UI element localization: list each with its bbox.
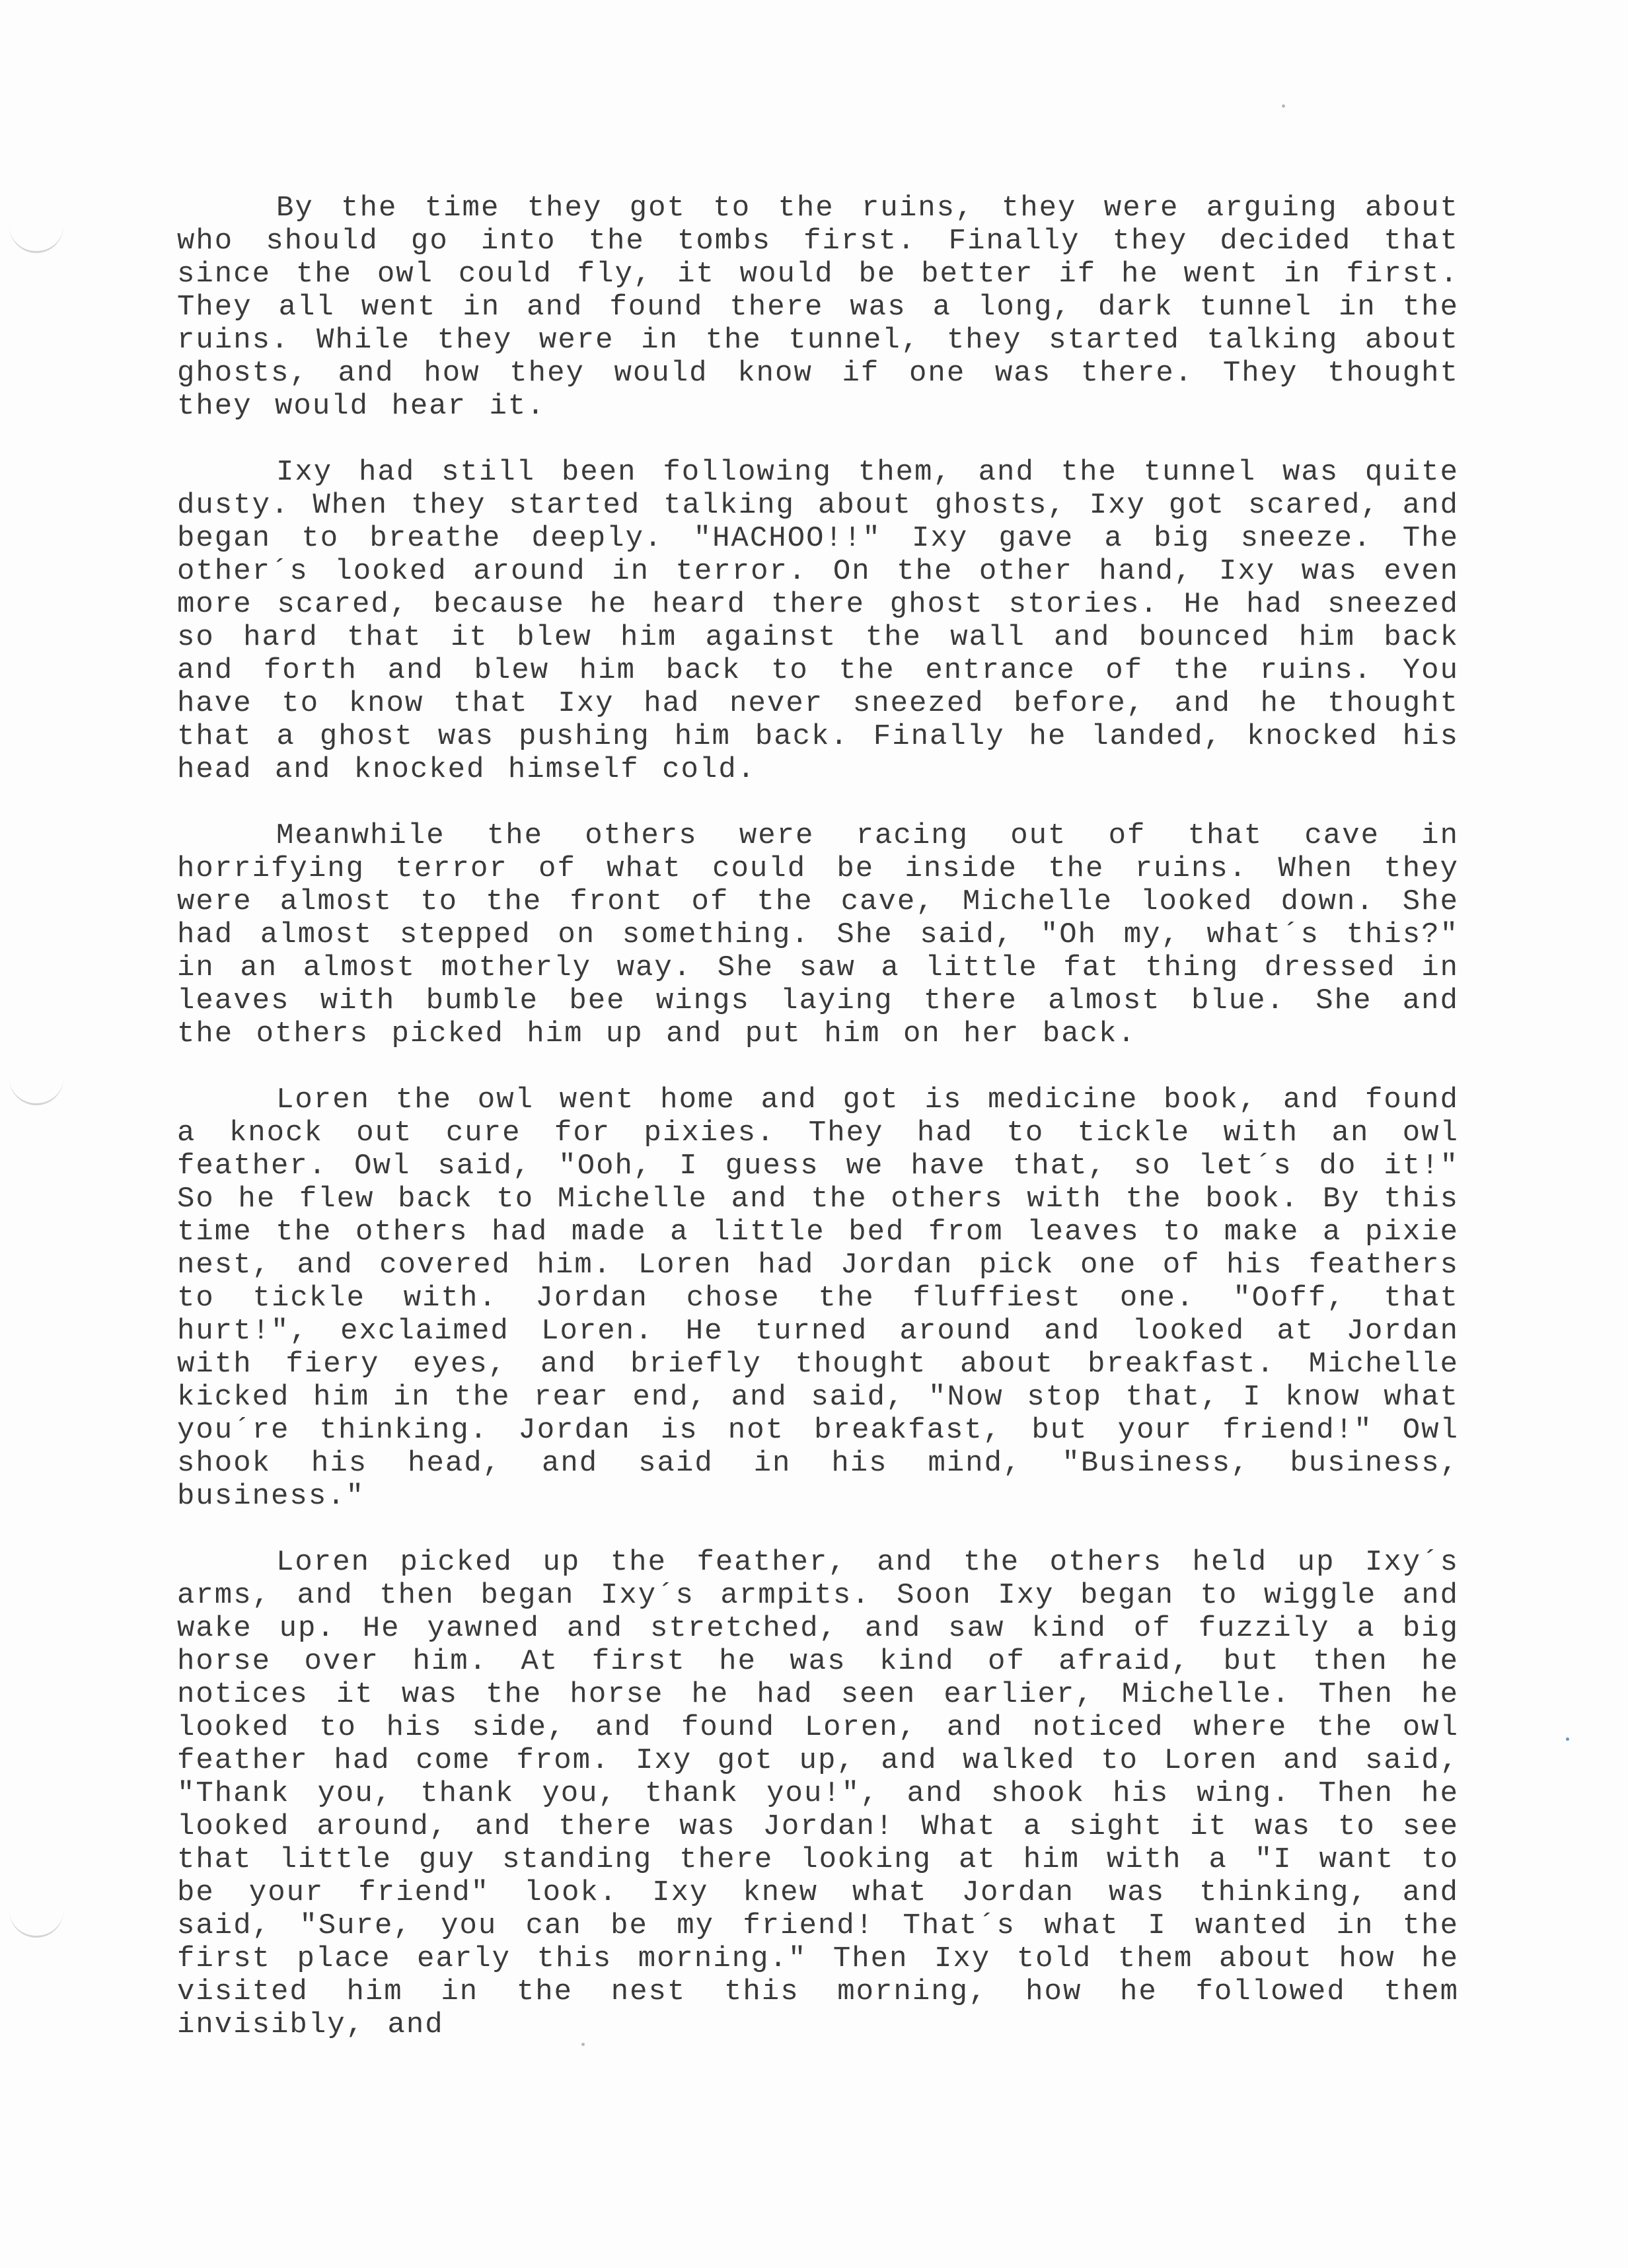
paragraph: By the time they got to the ruins, they were arguing about who should go into the tombs first. Finally they decided that since the owl could fly, it would be better if he went in first. They all went in and found there was a long, dark tunnel in the ruins. While they were in the tunnel, they started talking about ghosts, and how they would know if one was there. They thought they would hear it. <box>177 192 1459 423</box>
binder-hole-mark <box>9 1070 63 1105</box>
paragraph: Loren picked up the feather, and the others held up Ixy´s arms, and then began Ixy´s armpits. Soon Ixy began to wiggle and wake up. He yawned and stretched, and saw kind of fuzzily a big horse over him. At first he was kind of afraid, but then he notices it was the horse he had seen earlier, Michelle. Then he looked to his side, and found Loren, and noticed where the owl feather had come from. Ixy got up, and walked to Loren and said, "Thank you, thank you, thank you!", and shook his wing. Then he looked around, and there was Jordan! What a sight it was to see that little guy standing there looking at him with a "I want to be your friend" look. Ixy knew what Jordan was thinking, and said, "Sure, you can be my friend! That´s what I wanted in the first place early this morning." Then Ixy told them about how he visited him in the nest this morning, how he followed them invisibly, and <box>177 1546 1459 2041</box>
binder-hole-mark <box>9 218 63 253</box>
paragraph: Loren the owl went home and got is medicine book, and found a knock out cure for pixies. They had to tickle with an owl feather. Owl said, "Ooh, I guess we have that, so let´s do it!" So he flew back to Michelle and the others with the book. By this time the others had made a little bed from leaves to make a pixie nest, and covered him. Loren had Jordan pick one of his feathers to tickle with. Jordan chose the fluffiest one. "Ooff, that hurt!", exclaimed Loren. He turned around and looked at Jordan with fiery eyes, and briefly thought about breakfast. Michelle kicked him in the rear end, and said, "Now stop that, I know what you´re thinking. Jordan is not breakfast, but your friend!" Owl shook his head, and said in his mind, "Business, business, business." <box>177 1083 1459 1513</box>
story-text <box>177 192 1459 2041</box>
ink-speck <box>1566 1738 1569 1741</box>
paragraph: Meanwhile the others were racing out of that cave in horrifying terror of what could be inside the ruins. When they were almost to the front of the cave, Michelle looked down. She had almost stepped on something. She said, "Oh my, what´s this?" in an almost motherly way. She saw a little fat thing dressed in leaves with bumble bee wings laying there almost blue. She and the others picked him up and put him on her back. <box>177 819 1459 1050</box>
paper-speck <box>581 2043 585 2046</box>
binder-hole-mark <box>9 1903 63 1938</box>
paper-speck <box>1282 104 1285 108</box>
paragraph: Ixy had still been following them, and the tunnel was quite dusty. When they started talking about ghosts, Ixy got scared, and began to breathe deeply. "HACHOO!!" Ixy gave a big sneeze. The other´s looked around in terror. On the other hand, Ixy was even more scared, because he heard there ghost stories. He had sneezed so hard that it blew him against the wall and bounced him back and forth and blew him back to the entrance of the ruins. You have to know that Ixy had never sneezed before, and he thought that a ghost was pushing him back. Finally he landed, knocked his head and knocked himself cold. <box>177 456 1459 786</box>
